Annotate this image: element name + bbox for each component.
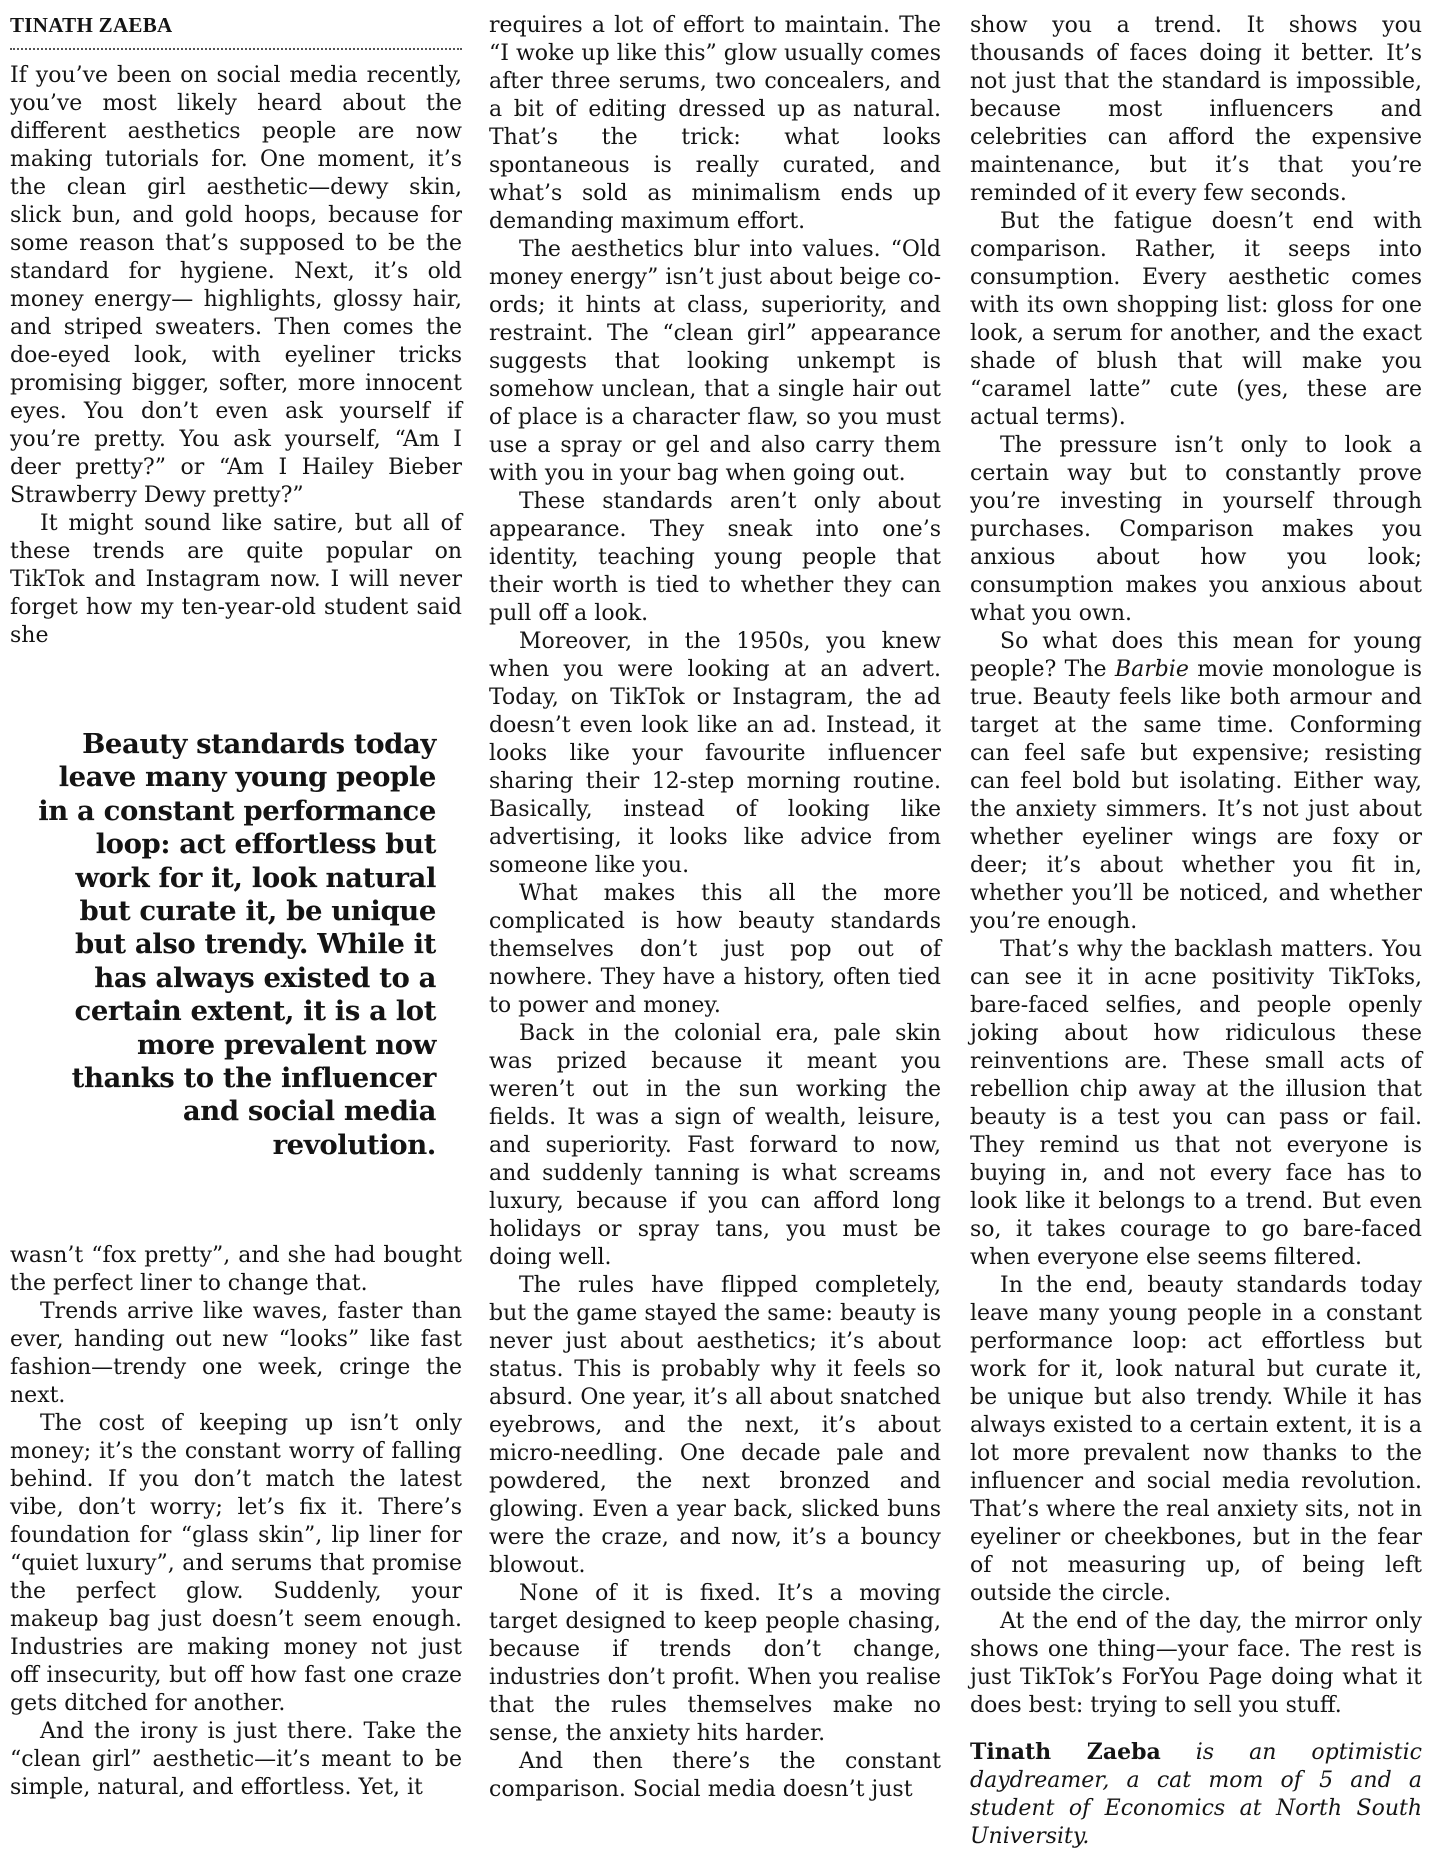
pull-quote: Beauty standards today leave many young people in a constant performance loop: act effortless but work for it, look natural but curate it, be unique but also trendy. While it has always existed to a certain extent, it is a lot more prevalent now thanks to the influencer and social media revolution. bbox=[38, 728, 436, 1161]
paragraph: And the irony is just there. Take the “clean girl” aesthetic—it’s meant to be simple, natural, and effortless. Yet, it bbox=[10, 1719, 462, 1801]
paragraph: That’s why the backlash matters. You can see it in acne positivity TikToks, bare-faced selfies, and people openly joking about how ridiculous these reinventions are. These small acts of rebellion chip away at the illusion that beauty is a test you can pass or fail. They remind us that not everyone is buying in, and not every face has to look like it belongs to a trend. But even so, it takes courage to go bare-faced when everyone else seems filtered. bbox=[970, 937, 1422, 1270]
column-1 bbox=[10, 12, 462, 1802]
paragraph: If you’ve been on social media recently, you’ve most likely heard about the different aesthetics people are now making tutorials for. One moment, it’s the clean girl aesthetic—dewy skin, slick bun, and gold hoops, because for some reason that’s supposed to be the standard for hygiene. Next, it’s old money energy— highlights, glossy hair, and striped sweaters. Then comes the doe-eyed look, with eyeliner tricks promising bigger, softer, more innocent eyes. You don’t even ask yourself if you’re pretty. You ask yourself, “Am I deer pretty?” or “Am I Hailey Bieber Strawberry Dewy pretty?” bbox=[10, 63, 462, 508]
text-span: movie monologue is true. Beauty feels like both armour and target at the same time. Conforming can feel safe but expensive; resisting can feel bold but isolating. Either way, the anxiety simmers. It’s not just about whether eyeliner wings are foxy or deer; it’s about whether you fit in, whether you’ll be noticed, and whether you’re enough. bbox=[970, 657, 1422, 934]
column-2 bbox=[489, 12, 941, 1804]
paragraph: The cost of keeping up isn’t only money; it’s the constant worry of falling behind. If you don’t match the latest vibe, don’t worry; let’s fix it. There’s foundation for “glass skin”, lip liner for “quiet luxury”, and serums that promise the perfect glow. Suddenly, your makeup bag just doesn’t seem enough. Industries are making money not just off insecurity, but off how fast one craze gets ditched for another. bbox=[10, 1411, 462, 1717]
paragraph: Moreover, in the 1950s, you knew when you were looking at an advert. Today, on TikTok or Instagram, the ad doesn’t even look like an ad. Instead, it looks like your favourite influencer sharing their 12-step morning routine. Basically, instead of looking like advertising, it looks like advice from someone like you. bbox=[489, 629, 941, 878]
paragraph: These standards aren’t only about appearance. They sneak into one’s identity, teaching young people that their worth is tied to whether they can pull off a look. bbox=[489, 489, 941, 626]
paragraph-barbie bbox=[970, 628, 1422, 936]
paragraph: The pressure isn’t only to look a certain way but to constantly prove you’re investing in yourself through purchases. Comparison makes you anxious about how you look; consumption makes you anxious about what you own. bbox=[970, 433, 1422, 626]
author-byline: TINATH ZAEBA bbox=[10, 12, 462, 50]
paragraph: It might sound like satire, but all of these trends are quite popular on TikTok and Instagram now. I will never forget how my ten-year-old student said she bbox=[10, 511, 462, 648]
paragraph-continuation: requires a lot of effort to maintain. The “I woke up like this” glow usually comes after three serums, two concealers, and a bit of editing dressed up as natural. That’s the trick: what looks spontaneous is really curated, and what’s sold as minimalism ends up demanding maximum effort. bbox=[489, 13, 941, 234]
column-3 bbox=[970, 12, 1422, 1851]
paragraph: What makes this all the more complicated is how beauty standards themselves don’t just pop out of nowhere. They have a history, often tied to power and money. bbox=[489, 881, 941, 1018]
paragraph: And then there’s the constant comparison. Social media doesn’t just bbox=[489, 1749, 941, 1802]
paragraph: None of it is fixed. It’s a moving target designed to keep people chasing, because if trends don’t change, industries don’t profit. When you realise that the rules themselves make no sense, the anxiety hits harder. bbox=[489, 1581, 941, 1746]
paragraph: Back in the colonial era, pale skin was prized because it meant you weren’t out in the sun working the fields. It was a sign of wealth, leisure, and superiority. Fast forward to now, and suddenly tanning is what screams luxury, because if you can afford long holidays or spray tans, you must be doing well. bbox=[489, 1021, 941, 1270]
film-title: Barbie bbox=[1114, 657, 1189, 682]
author-bio-name: Tinath Zaeba bbox=[970, 1739, 1161, 1765]
author-bio-text: is an optimistic daydreamer, a cat mom of 5 and a student of Economics at North South University. bbox=[970, 1740, 1422, 1849]
paragraph: The rules have flipped completely, but the game stayed the same: beauty is never just about aesthetics; it’s about status. This is probably why it feels so absurd. One year, it’s all about snatched eyebrows, and the next, it’s about micro-needling. One decade pale and powdered, the next bronzed and glowing. Even a year back, slicked buns were the craze, and now, it’s a bouncy blowout. bbox=[489, 1273, 941, 1578]
paragraph: In the end, beauty standards today leave many young people in a constant performance loop: act effortless but work for it, look natural but curate it, be unique but also trendy. While it has always existed to a certain extent, it is a lot more prevalent now thanks to the influencer and social media revolution. That’s where the real anxiety sits, not in eyeliner or cheekbones, but in the fear of not measuring up, of being left outside the circle. bbox=[970, 1273, 1422, 1606]
author-bio bbox=[970, 1738, 1422, 1851]
paragraph-continuation: show you a trend. It shows you thousands of faces doing it better. It’s not just that the standard is impossible, because most influencers and celebrities can afford the expensive maintenance, but it’s that you’re reminded of it every few seconds. bbox=[970, 13, 1422, 206]
paragraph: But the fatigue doesn’t end with comparison. Rather, it seeps into consumption. Every aesthetic comes with its own shopping list: gloss for one look, a serum for another, and the exact shade of blush that will make you “caramel latte” cute (yes, these are actual terms). bbox=[970, 209, 1422, 430]
text-span: So what does this mean for young people? The bbox=[970, 629, 1422, 682]
paragraph: At the end of the day, the mirror only shows one thing—your face. The rest is just TikTok’s ForYou Page doing what it does best: trying to sell you stuff. bbox=[970, 1609, 1422, 1718]
paragraph: Trends arrive like waves, faster than ever, handing out new “looks” like fast fashion—trendy one week, cringe the next. bbox=[10, 1299, 462, 1409]
paragraph-continuation: wasn’t “fox pretty”, and she had bought the perfect liner to change that. bbox=[10, 1243, 462, 1297]
paragraph: The aesthetics blur into values. “Old money energy” isn’t just about beige co-ords; it hints at class, superiority, and restraint. The “clean girl” appearance suggests that looking unkempt is somehow unclean, that a single hair out of place is a character flaw, so you must use a spray or gel and also carry them with you in your bag when going out. bbox=[489, 237, 941, 486]
